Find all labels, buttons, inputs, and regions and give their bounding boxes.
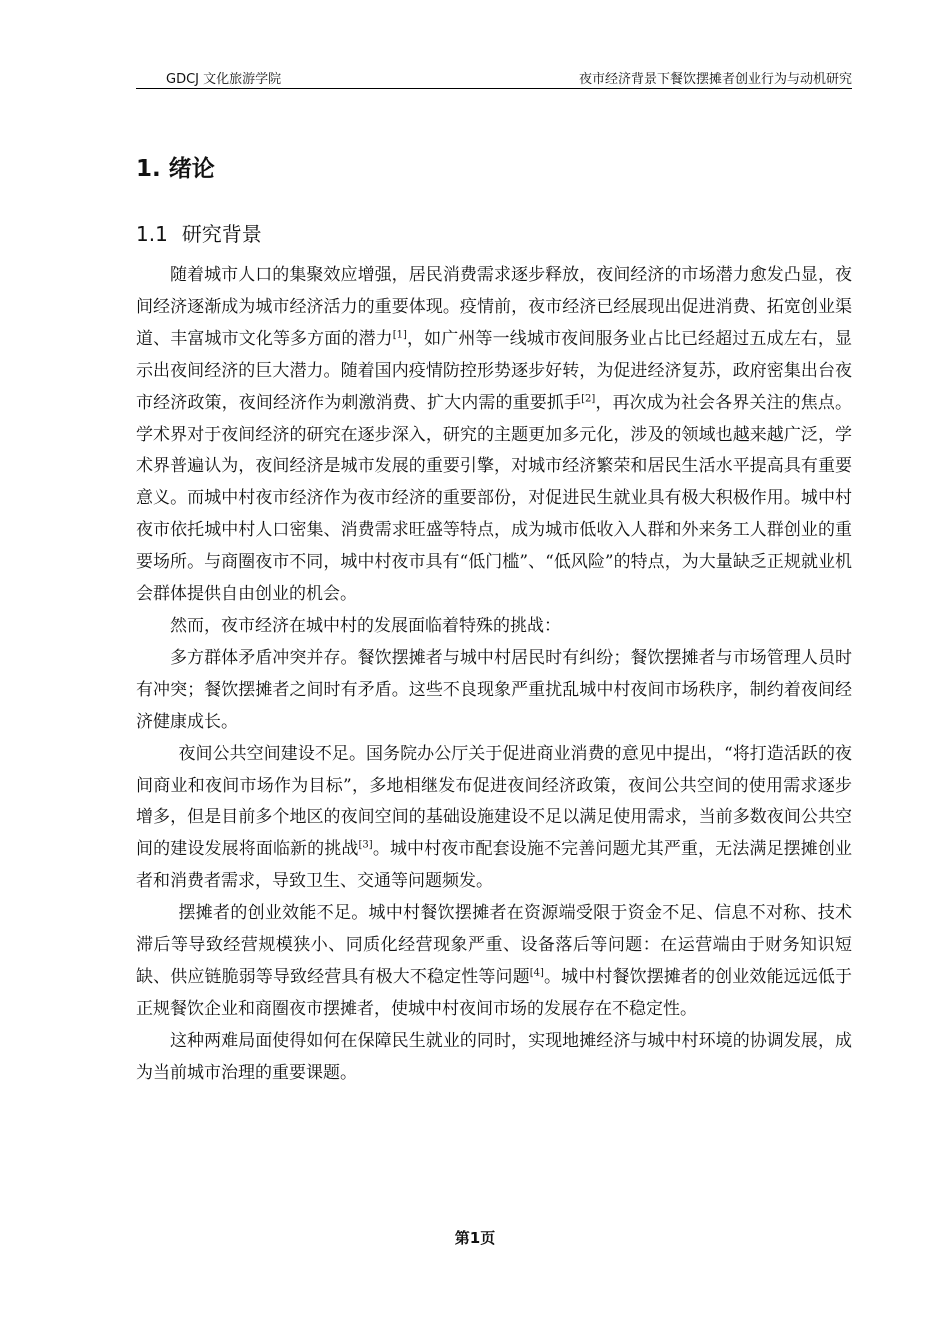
paragraph-3: 多方群体矛盾冲突并存。餐饮摆摊者与城中村居民时有纠纷；餐饮摆摊者与市场管理人员时有冲突；餐饮摆摊者之间时有矛盾。这些不良现象严重扰乱城中村夜间市场秩序，制约着夜间经济健康成长。 (136, 647, 852, 732)
paragraph-1 (136, 260, 852, 611)
paragraph-2: 然而，夜市经济在城中村的发展面临着特殊的挑战： (170, 615, 561, 636)
header-institution: GDCJ 文化旅游学院 (166, 72, 282, 87)
paragraph-text: 。城中村夜市配套设施不完善问题尤其严重，无法满足摆摊创业者和消费者需求，导致卫生、交通等问题频发。 (136, 839, 852, 892)
body-text (136, 260, 852, 1090)
citation-ref: [2] (581, 392, 596, 404)
citation-ref: [3] (358, 839, 373, 851)
citation-ref: [1] (392, 329, 407, 341)
page-number: 第1页 (454, 1229, 496, 1247)
citation-ref: [4] (529, 967, 544, 979)
paragraph-text: ，如广州等一线城市夜间服务业占比已经超过五成左右，显示出夜间经济的巨大潜力。随着国内疫情防控形势逐步好转，为促进经济复苏，政府密集出台夜市经济政策，夜间经济作为刺激消费、扩大内需的重要抓手 (136, 328, 852, 413)
page-header (136, 66, 852, 89)
paragraph-4 (136, 739, 852, 899)
header-paper-title: 夜市经济背景下餐饮摆摊者创业行为与动机研究 (578, 72, 852, 87)
section-title: 研究背景 (181, 222, 262, 246)
chapter-title: 1. 绪论 (136, 156, 215, 182)
paragraph-text: ，再次成为社会各界关注的焦点。学术界对于夜间经济的研究在逐步深入，研究的主题更加多元化，涉及的领域也越来越广泛，学术界普遍认为，夜间经济是城市发展的重要引擎，对城市经济繁荣和居民生活水平提高具有重要意义。而城中村夜市经济作为夜市经济的重要部份，对促进民生就业具有极大积极作用。城中村夜市依托城中村人口密集、消费需求旺盛等特点，成为城市低收入人群和外来务工人群创业的重要场所。与商圈夜市不同，城中村夜市具有“低门槛”、“低风险”的特点，为大量缺乏正规就业机会群体提供自由创业的机会。 (136, 392, 853, 605)
section-number: 1.1 (136, 222, 168, 246)
section-heading (136, 218, 262, 247)
paragraph-text: 摆摊者的创业效能不足。城中村餐饮摆摊者在资源端受限于资金不足、信息不对称、技术滞后等导致经营规模狭小、同质化经营现象严重、设备落后等问题：在运营端由于财务知识短缺、供应链脆弱等导致经营具有极大不稳定性等问题 (136, 903, 852, 987)
paragraph-5 (136, 898, 852, 1026)
paragraph-text: 随着城市人口的集聚效应增强，居民消费需求逐步释放，夜间经济的市场潜力愈发凸显，夜间经济逐渐成为城市经济活力的重要体现。疫情前，夜市经济已经展现出促进消费、拓宽创业渠道、丰富城市文化等多方面的潜力 (136, 265, 852, 349)
paragraph-6: 这种两难局面使得如何在保障民生就业的同时，实现地摊经济与城中村环境的协调发展，成为当前城市治理的重要课题。 (136, 1030, 852, 1083)
paragraph-text: 。城中村餐饮摆摊者的创业效能远远低于正规餐饮企业和商圈夜市摆摊者，使城中村夜间市场的发展存在不稳定性。 (136, 966, 853, 1019)
paragraph-text: 夜间公共空间建设不足。国务院办公厅关于促进商业消费的意见中提出，“将打造活跃的夜间商业和夜间市场作为目标”，多地相继发布促进夜间经济政策，夜间公共空间的使用需求逐步增多，但是目前多个地区的夜间空间的基础设施建设不足以满足使用需求，当前多数夜间公共空间的建设发展将面临新的挑战 (136, 743, 852, 860)
